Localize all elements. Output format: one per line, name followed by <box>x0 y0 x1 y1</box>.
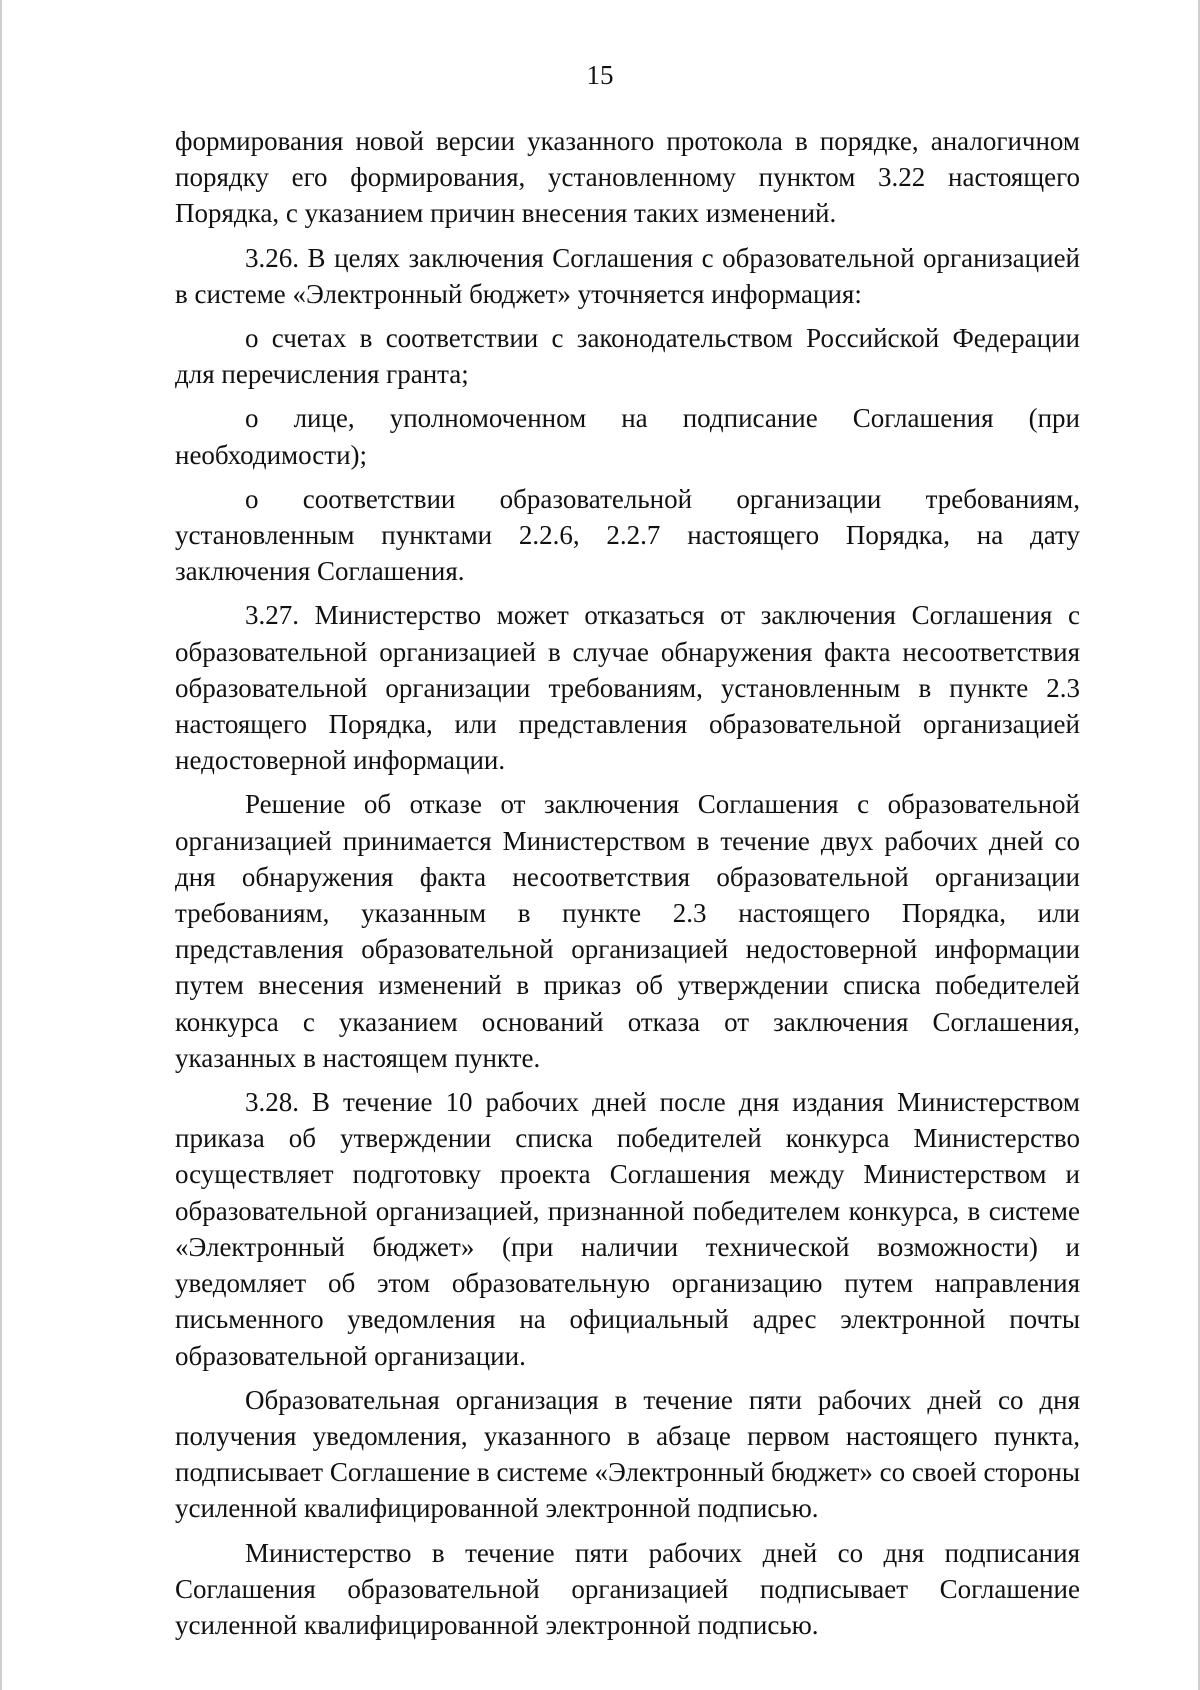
paragraph-3-27: 3.27. Министерство может отказаться от заключения Соглашения с образовательной организацией в случае обнаружения факта несоответствия образовательной организации требованиям, установленным в пункте 2.3 настоящего Порядка, или представления образовательной организацией недостоверной информации. <box>175 600 1080 776</box>
paragraph-compliance: о соответствии образовательной организации требованиям, установленным пунктами 2.2.6, 2.2.7 настоящего Порядка, на дату заключения Соглашения. <box>175 483 1080 587</box>
paragraph-ministry-signs: Министерство в течение пяти рабочих дней со дня подписания Соглашения образовательной организацией подписывает Соглашение усиленной квалифицированной электронной подписью. <box>175 1537 1080 1640</box>
paragraph-signatory: о лице, уполномоченном на подписание Соглашения (при необходимости); <box>175 403 1080 470</box>
paragraph-accounts: о счетах в соответствии с законодательством Российской Федерации для перечисления гранта; <box>175 323 1080 390</box>
paragraph-organization-signs: Образовательная организация в течение пяти рабочих дней со дня получения уведомления, указанного в абзаце первом настоящего пункта, подписывает Соглашение в системе «Электронный бюджет» со своей стороны усиленной квалифицированной электронной подписью. <box>175 1384 1080 1524</box>
paragraph-continuation: формирования новой версии указанного протокола в порядке, аналогичном порядку его формирования, установленному пунктом 3.22 настоящего Порядка, с указанием причин внесения таких изменений. <box>175 126 1080 229</box>
paragraph-refusal-decision: Решение об отказе от заключения Соглашения с образовательной организацией принимается Министерством в течение двух рабочих дней со дня обнаружения факта несоответствия образовательной организации требованиям, указанным в пункте 2.3 настоящего Порядка, или представления образовательной организацией недостоверной информации путем внесения изменений в приказ об утверждении списка победителей конкурса с указанием оснований отказа от заключения Соглашения, указанных в настоящем пункте. <box>175 789 1080 1073</box>
page-number: 15 <box>586 60 614 90</box>
document-body <box>175 123 1080 1643</box>
paragraph-3-26: 3.26. В целях заключения Соглашения с образовательной организацией в системе «Электронный бюджет» уточняется информация: <box>175 242 1080 309</box>
paragraph-3-28: 3.28. В течение 10 рабочих дней после дня издания Министерством приказа об утверждении списка победителей конкурса Министерство осуществляет подготовку проекта Соглашения между Министерством и образовательной организацией, признанной победителем конкурса, в системе «Электронный бюджет» (при наличии технической возможности) и уведомляет об этом образовательную организацию путем направления письменного уведомления на официальный адрес электронной почты образовательной организации. <box>175 1087 1080 1371</box>
scan-left-edge <box>0 0 2 1690</box>
